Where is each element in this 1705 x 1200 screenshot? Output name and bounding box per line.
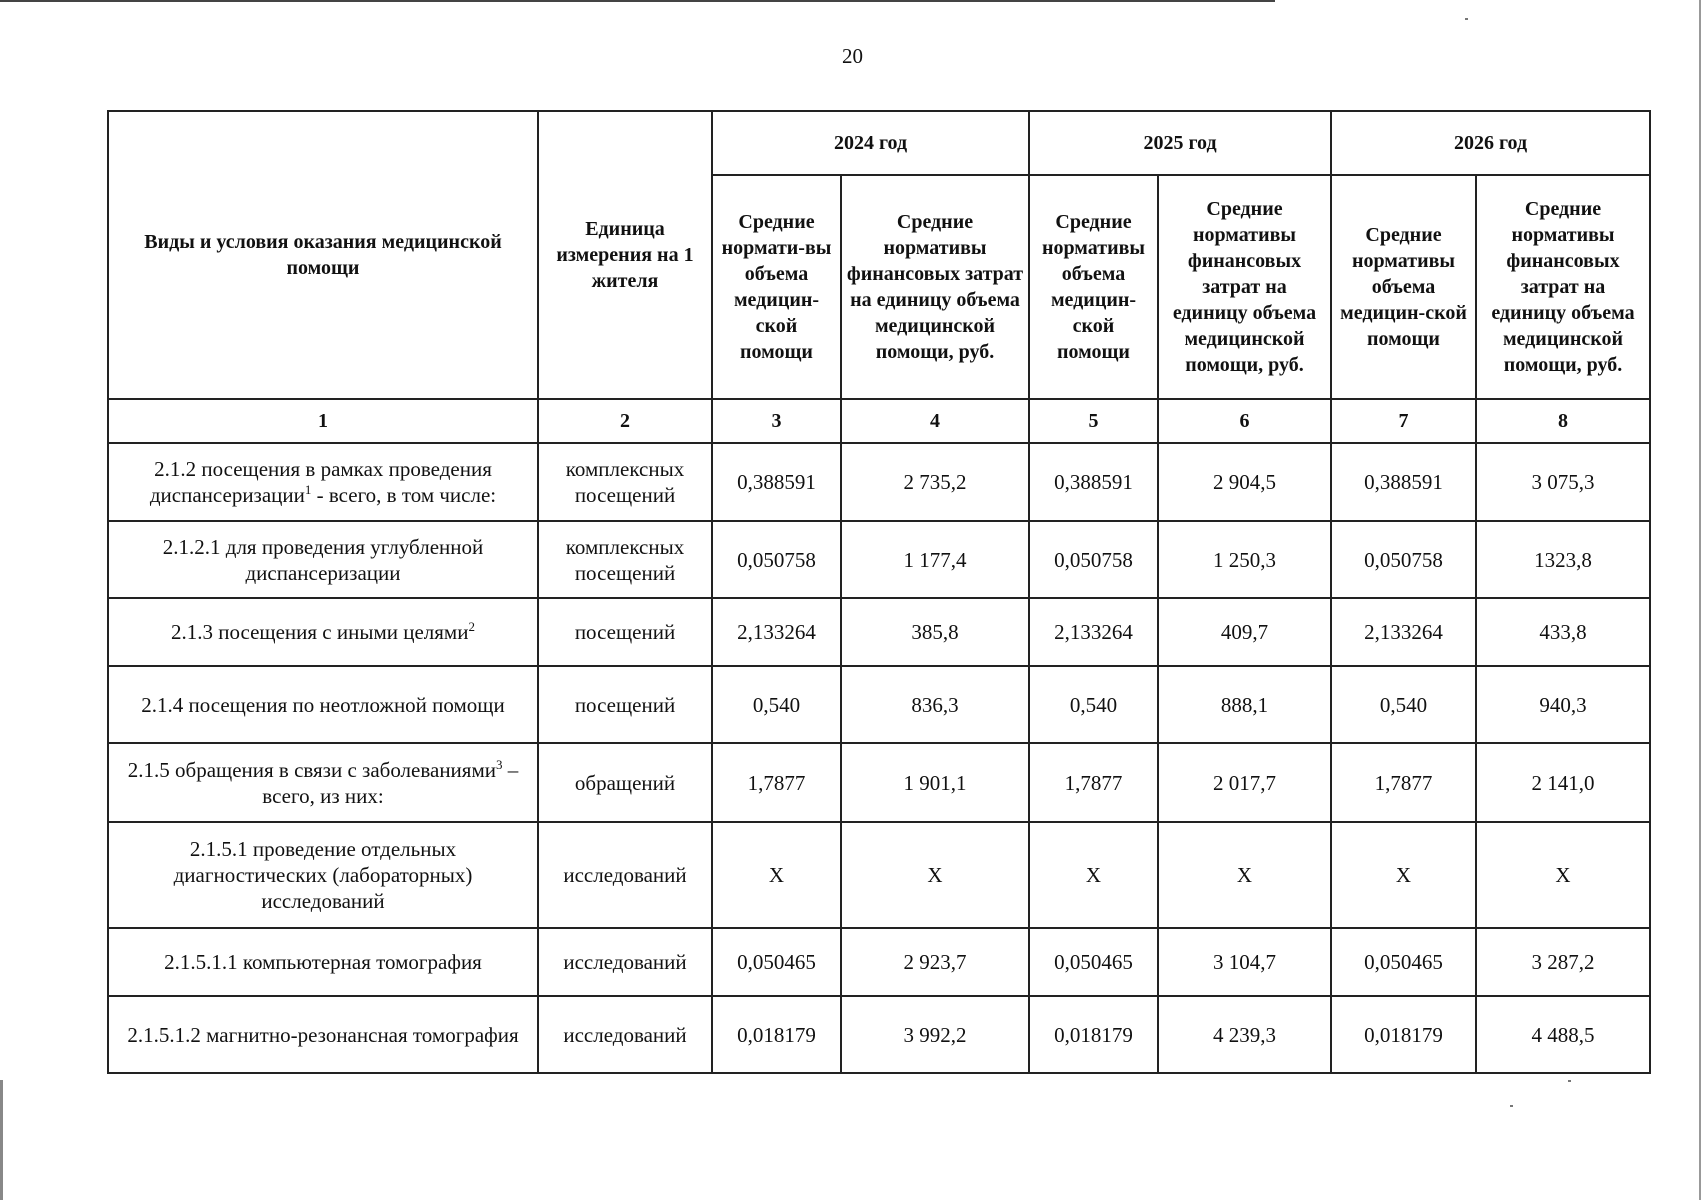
row-unit: исследований: [538, 996, 712, 1073]
cell-value: 0,018179: [1331, 996, 1476, 1073]
table-row: [108, 666, 1650, 743]
col-header-unit: Единица измерения на 1 жителя: [538, 111, 712, 399]
row-label: 2.1.5 обращения в связи с заболеваниями$^3$ – всего, из них:: [108, 743, 538, 822]
scan-edge-right: [1699, 0, 1701, 1200]
cell-value: 433,8: [1476, 598, 1650, 666]
cell-value: 0,050465: [712, 928, 841, 996]
col-number: 1: [108, 399, 538, 443]
cell-value: 0,388591: [1029, 443, 1158, 521]
row-label: 2.1.4 посещения по неотложной помощи: [108, 666, 538, 743]
cell-value: 888,1: [1158, 666, 1331, 743]
cell-value: 1 250,3: [1158, 521, 1331, 598]
scan-speck: [1465, 18, 1468, 20]
cell-value: 1 177,4: [841, 521, 1029, 598]
cell-value: 1 901,1: [841, 743, 1029, 822]
cell-value: 0,540: [712, 666, 841, 743]
cell-value: 0,050758: [1029, 521, 1158, 598]
cell-value: X: [1158, 822, 1331, 928]
cell-value: 3 992,2: [841, 996, 1029, 1073]
table-row: [108, 598, 1650, 666]
header-row-years: [108, 111, 1650, 175]
cell-value: 4 239,3: [1158, 996, 1331, 1073]
cell-value: 2,133264: [1331, 598, 1476, 666]
scan-edge-top: [0, 0, 1275, 2]
cell-value: 0,050758: [1331, 521, 1476, 598]
cost-header-2026: Средние нормативы финансовых затрат на единицу объема медицинской помощи, руб.: [1476, 175, 1650, 399]
cell-value: 2 923,7: [841, 928, 1029, 996]
scan-speck: [1510, 1105, 1513, 1107]
cell-value: 2 017,7: [1158, 743, 1331, 822]
cost-header-2024: Средние нормативы финансовых затрат на единицу объема медицинской помощи, руб.: [841, 175, 1029, 399]
row-label: 2.1.5.1.1 компьютерная томография: [108, 928, 538, 996]
cell-value: 2 904,5: [1158, 443, 1331, 521]
cell-value: 1,7877: [1331, 743, 1476, 822]
cell-value: 3 075,3: [1476, 443, 1650, 521]
cell-value: X: [1476, 822, 1650, 928]
cell-value: 385,8: [841, 598, 1029, 666]
row-label: 2.1.2 посещения в рамках проведения диспансеризации$^1$ - всего, в том числе:: [108, 443, 538, 521]
vol-header-2026: Средние нормативы объема медицин-ской помощи: [1331, 175, 1476, 399]
row-label: 2.1.5.1 проведение отдельных диагностических (лабораторных) исследований: [108, 822, 538, 928]
row-label: 2.1.5.1.2 магнитно-резонансная томография: [108, 996, 538, 1073]
cell-value: 0,050465: [1029, 928, 1158, 996]
cell-value: 0,018179: [1029, 996, 1158, 1073]
cell-value: 0,540: [1029, 666, 1158, 743]
cell-value: 409,7: [1158, 598, 1331, 666]
cell-value: X: [1029, 822, 1158, 928]
scan-speck: [1568, 1080, 1571, 1082]
cell-value: 4 488,5: [1476, 996, 1650, 1073]
row-unit: исследований: [538, 928, 712, 996]
cell-value: 0,018179: [712, 996, 841, 1073]
vol-header-2025: Средние нормативы объема медицин-ской помощи: [1029, 175, 1158, 399]
vol-header-2024: Средние нормати-вы объема медицин-ской помощи: [712, 175, 841, 399]
col-number: 6: [1158, 399, 1331, 443]
cell-value: X: [841, 822, 1029, 928]
cell-value: X: [712, 822, 841, 928]
cell-value: 0,388591: [712, 443, 841, 521]
cell-value: 0,050758: [712, 521, 841, 598]
table-row: [108, 521, 1650, 598]
cost-header-2025: Средние нормативы финансовых затрат на единицу объема медицинской помощи, руб.: [1158, 175, 1331, 399]
row-unit: исследований: [538, 822, 712, 928]
row-unit: посещений: [538, 598, 712, 666]
scan-edge-left: [0, 1080, 3, 1200]
row-unit: комплексных посещений: [538, 443, 712, 521]
column-number-row: [108, 399, 1650, 443]
col-number: 3: [712, 399, 841, 443]
cell-value: 0,540: [1331, 666, 1476, 743]
page-number: 20: [842, 44, 863, 68]
row-unit: посещений: [538, 666, 712, 743]
table-row: [108, 443, 1650, 521]
cell-value: 2 735,2: [841, 443, 1029, 521]
col-number: 2: [538, 399, 712, 443]
col-number: 7: [1331, 399, 1476, 443]
cell-value: 836,3: [841, 666, 1029, 743]
cell-value: 0,050465: [1331, 928, 1476, 996]
row-label: 2.1.2.1 для проведения углубленной диспансеризации: [108, 521, 538, 598]
cell-value: 940,3: [1476, 666, 1650, 743]
table-row: [108, 928, 1650, 996]
cell-value: 1,7877: [712, 743, 841, 822]
cell-value: 2,133264: [712, 598, 841, 666]
col-header-type: Виды и условия оказания медицинской помощи: [108, 111, 538, 399]
cell-value: 3 104,7: [1158, 928, 1331, 996]
cell-value: 2,133264: [1029, 598, 1158, 666]
row-unit: комплексных посещений: [538, 521, 712, 598]
row-label: 2.1.3 посещения с иными целями$^2$: [108, 598, 538, 666]
year-header-2026: 2026 год: [1331, 111, 1650, 175]
row-unit: обращений: [538, 743, 712, 822]
cell-value: X: [1331, 822, 1476, 928]
col-number: 5: [1029, 399, 1158, 443]
year-header-2024: 2024 год: [712, 111, 1029, 175]
cell-value: 1,7877: [1029, 743, 1158, 822]
cell-value: 1323,8: [1476, 521, 1650, 598]
col-number: 4: [841, 399, 1029, 443]
table-row: [108, 996, 1650, 1073]
table-row: [108, 743, 1650, 822]
cell-value: 3 287,2: [1476, 928, 1650, 996]
col-number: 8: [1476, 399, 1650, 443]
table-row: [108, 822, 1650, 928]
cell-value: 0,388591: [1331, 443, 1476, 521]
year-header-2025: 2025 год: [1029, 111, 1331, 175]
cell-value: 2 141,0: [1476, 743, 1650, 822]
norms-table: [107, 110, 1651, 1074]
